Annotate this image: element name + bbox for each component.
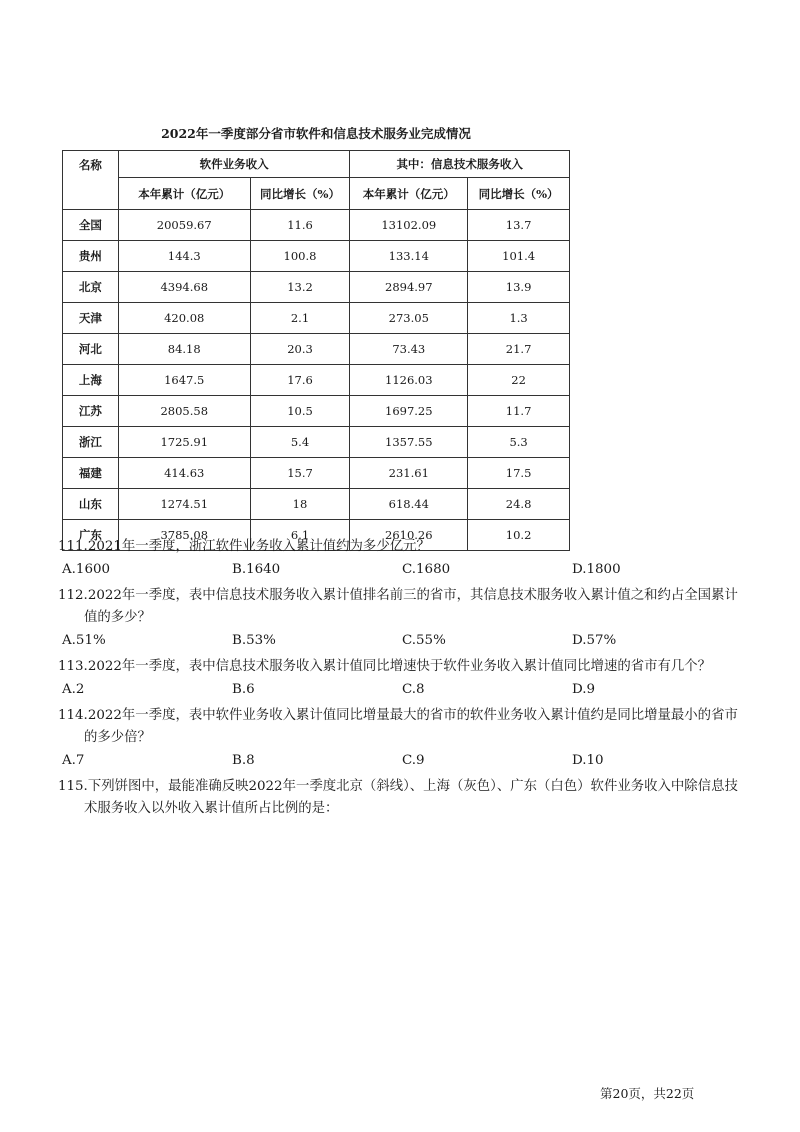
table-row [63, 303, 570, 334]
it-cumulative-cell: 1697.25 [350, 396, 468, 427]
sw-cumulative-cell: 4394.68 [118, 272, 250, 303]
table-row [63, 365, 570, 396]
option: A.7 [62, 753, 85, 768]
it-growth-cell: 21.7 [468, 334, 570, 365]
header-it-growth: 同比增长（%） [468, 178, 570, 210]
row-name: 福建 [63, 458, 119, 489]
header-software-revenue: 软件业务收入 [118, 151, 350, 178]
option: A.1600 [62, 562, 111, 577]
table-row [63, 241, 570, 272]
table-row [63, 396, 570, 427]
option: D.10 [572, 753, 604, 768]
sw-cumulative-cell: 144.3 [118, 241, 250, 272]
sw-cumulative-cell: 20059.67 [118, 210, 250, 241]
sw-cumulative-cell: 84.18 [118, 334, 250, 365]
sw-growth-cell: 10.5 [250, 396, 350, 427]
table-row [63, 272, 570, 303]
row-name: 贵州 [63, 241, 119, 272]
it-growth-cell: 13.7 [468, 210, 570, 241]
it-cumulative-cell: 273.05 [350, 303, 468, 334]
option: B.6 [232, 682, 255, 697]
table-title: 2022年一季度部分省市软件和信息技术服务业完成情况 [161, 126, 471, 141]
options-row [58, 633, 748, 648]
header-name: 名称 [63, 151, 119, 210]
question [58, 776, 748, 820]
sw-growth-cell: 11.6 [250, 210, 350, 241]
sw-growth-cell: 20.3 [250, 334, 350, 365]
header-it-service-revenue: 其中：信息技术服务收入 [350, 151, 570, 178]
it-cumulative-cell: 1357.55 [350, 427, 468, 458]
row-name: 北京 [63, 272, 119, 303]
header-sw-cumulative: 本年累计（亿元） [118, 178, 250, 210]
it-cumulative-cell: 73.43 [350, 334, 468, 365]
question-text: 114.2022年一季度，表中软件业务收入累计值同比增量最大的省市的软件业务收入累计值约是同比增量最小的省市的多少倍？ [58, 708, 738, 745]
row-name: 山东 [63, 489, 119, 520]
row-name: 江苏 [63, 396, 119, 427]
data-table [62, 150, 570, 551]
option: B.53% [232, 633, 276, 648]
row-name: 广东 [63, 520, 119, 551]
it-growth-cell: 101.4 [468, 241, 570, 272]
option: D.9 [572, 682, 596, 697]
sw-growth-cell: 2.1 [250, 303, 350, 334]
sw-cumulative-cell: 1725.91 [118, 427, 250, 458]
it-cumulative-cell: 618.44 [350, 489, 468, 520]
options-row [58, 562, 748, 577]
question-text: 112.2022年一季度，表中信息技术服务收入累计值排名前三的省市，其信息技术服务收入累计值之和约占全国累计值的多少？ [58, 588, 738, 625]
option: C.9 [402, 753, 425, 768]
question [58, 536, 748, 577]
table-row [63, 427, 570, 458]
it-cumulative-cell: 133.14 [350, 241, 468, 272]
it-cumulative-cell: 1126.03 [350, 365, 468, 396]
sw-growth-cell: 13.2 [250, 272, 350, 303]
it-growth-cell: 10.2 [468, 520, 570, 551]
option: A.51% [62, 633, 106, 648]
option: A.2 [62, 682, 85, 697]
options-row [58, 682, 748, 697]
table-row [63, 334, 570, 365]
header-row-2 [63, 178, 570, 210]
sw-growth-cell: 18 [250, 489, 350, 520]
header-row-1 [63, 151, 570, 178]
sw-growth-cell: 17.6 [250, 365, 350, 396]
sw-growth-cell: 15.7 [250, 458, 350, 489]
question-list [58, 536, 748, 828]
option: C.55% [402, 633, 446, 648]
sw-growth-cell: 6.1 [250, 520, 350, 551]
it-growth-cell: 13.9 [468, 272, 570, 303]
it-cumulative-cell: 231.61 [350, 458, 468, 489]
it-growth-cell: 22 [468, 365, 570, 396]
sw-cumulative-cell: 414.63 [118, 458, 250, 489]
it-growth-cell: 24.8 [468, 489, 570, 520]
options-row [58, 753, 748, 768]
sw-cumulative-cell: 1274.51 [118, 489, 250, 520]
sw-cumulative-cell: 3785.08 [118, 520, 250, 551]
it-growth-cell: 11.7 [468, 396, 570, 427]
option: C.1680 [402, 562, 451, 577]
table-row [63, 489, 570, 520]
sw-cumulative-cell: 1647.5 [118, 365, 250, 396]
it-growth-cell: 1.3 [468, 303, 570, 334]
question [58, 656, 748, 697]
option: D.57% [572, 633, 617, 648]
question-text: 115.下列饼图中，最能准确反映2022年一季度北京（斜线）、上海（灰色）、广东（白色）软件业务收入中除信息技术服务收入以外收入累计值所占比例的是： [58, 779, 738, 816]
it-cumulative-cell: 2610.26 [350, 520, 468, 551]
it-growth-cell: 17.5 [468, 458, 570, 489]
row-name: 全国 [63, 210, 119, 241]
header-sw-growth: 同比增长（%） [250, 178, 350, 210]
row-name: 河北 [63, 334, 119, 365]
option: B.1640 [232, 562, 281, 577]
question [58, 585, 748, 648]
option: B.8 [232, 753, 255, 768]
row-name: 天津 [63, 303, 119, 334]
table-row [63, 210, 570, 241]
option: C.8 [402, 682, 425, 697]
it-growth-cell: 5.3 [468, 427, 570, 458]
row-name: 上海 [63, 365, 119, 396]
page-number: 第20页，共22页 [600, 1086, 695, 1101]
header-it-cumulative: 本年累计（亿元） [350, 178, 468, 210]
it-cumulative-cell: 13102.09 [350, 210, 468, 241]
sw-cumulative-cell: 420.08 [118, 303, 250, 334]
row-name: 浙江 [63, 427, 119, 458]
table-row [63, 458, 570, 489]
sw-growth-cell: 100.8 [250, 241, 350, 272]
it-cumulative-cell: 2894.97 [350, 272, 468, 303]
question [58, 705, 748, 768]
sw-cumulative-cell: 2805.58 [118, 396, 250, 427]
sw-growth-cell: 5.4 [250, 427, 350, 458]
question-text: 111.2021年一季度，浙江软件业务收入累计值约为多少亿元？ [58, 539, 430, 554]
option: D.1800 [572, 562, 621, 577]
question-text: 113.2022年一季度，表中信息技术服务收入累计值同比增速快于软件业务收入累计值同比增速的省市有几个？ [58, 659, 712, 674]
